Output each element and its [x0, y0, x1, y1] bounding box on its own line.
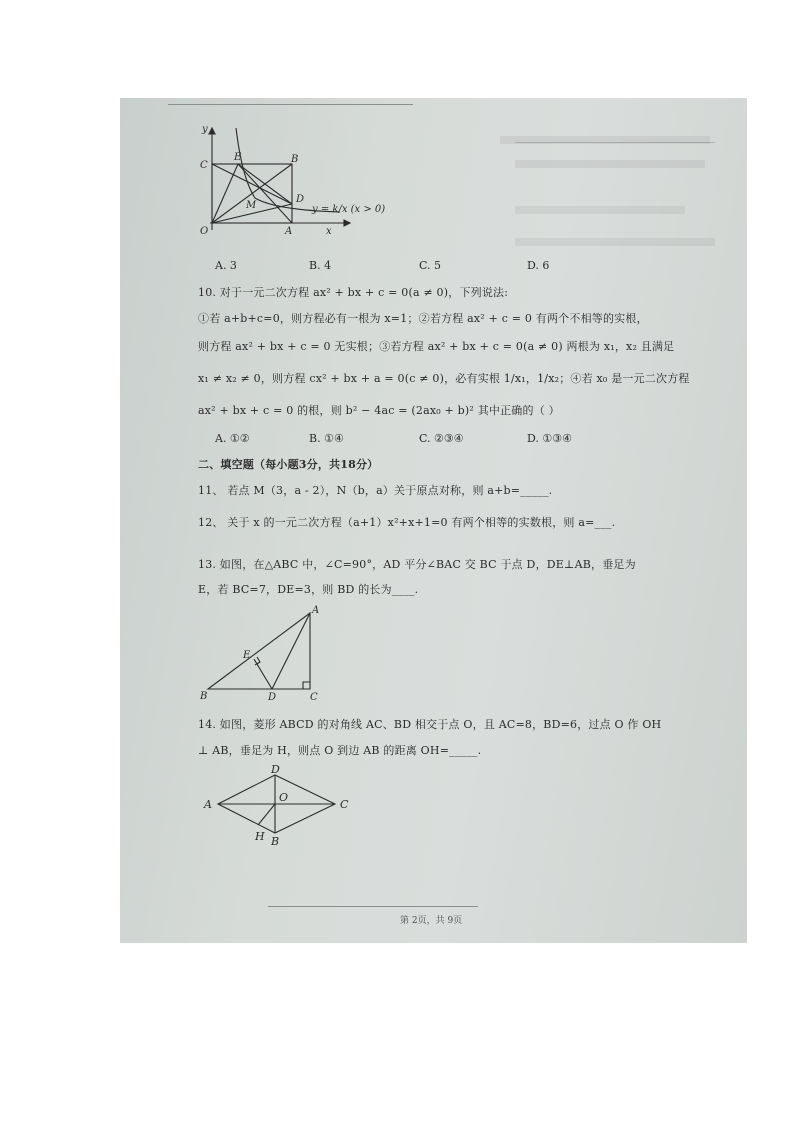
- q9-curve-label: y = k/x (x > 0): [312, 204, 386, 215]
- q9-label-y: y: [202, 124, 208, 135]
- q9-label-a: A: [285, 226, 293, 237]
- q9-label-e: E: [234, 152, 242, 163]
- q13-line2: E，若 BC=7，DE=3，则 BD 的长为____.: [198, 583, 419, 596]
- q14-label-d: D: [271, 763, 280, 776]
- q9-label-x: x: [326, 226, 332, 237]
- q14-label-o: O: [279, 791, 289, 804]
- q9-label-d: D: [296, 194, 305, 205]
- bleed-through-mark: [515, 160, 705, 168]
- bleed-through-mark: [515, 238, 715, 246]
- q13-triangle-figure: [200, 603, 330, 703]
- q13-label-d: D: [268, 692, 277, 703]
- bleed-through-mark: [500, 136, 710, 144]
- q9-label-o: O: [200, 226, 209, 237]
- q9-label-c: C: [200, 160, 208, 171]
- q14-rhombus-figure: [200, 763, 360, 853]
- q12-text: 12、 关于 x 的一元二次方程（a+1）x²+x+1=0 有两个相等的实数根，则 a=___.: [198, 516, 616, 529]
- q9-label-m: M: [246, 200, 257, 211]
- q9-coordinate-figure: [190, 118, 490, 258]
- q10-line1: ①若 a+b+c=0，则方程必有一根为 x=1；②若方程 ax² + c = 0 有两个不相等的实根，: [198, 312, 648, 325]
- footer-rule: [268, 906, 478, 907]
- q9-option-a: A. 3: [215, 259, 237, 272]
- q9-option-b: B. 4: [309, 259, 332, 272]
- page-footer: 第 2页，共 9页: [400, 916, 463, 926]
- scanned-exam-page: [120, 98, 747, 943]
- q13-label-e: E: [243, 650, 251, 661]
- q13-label-c: C: [310, 692, 318, 703]
- q14-label-c: C: [340, 798, 349, 811]
- q14-label-h: H: [255, 830, 265, 843]
- top-rule: [168, 104, 413, 105]
- q10-stem: 10. 对于一元二次方程 ax² + bx + c = 0(a ≠ 0)，下列说法:: [198, 286, 509, 299]
- q10-option-a: A. ①②: [215, 432, 250, 445]
- section-heading: 二、填空题（每小题3分，共18分）: [198, 458, 379, 471]
- q10-option-b: B. ①④: [309, 432, 344, 445]
- q9-option-d: D. 6: [527, 259, 550, 272]
- q14-line1: 14. 如图，菱形 ABCD 的对角线 AC、BD 相交于点 O，且 AC=8，BD=6，过点 O 作 OH: [198, 718, 662, 731]
- q14-label-a: A: [204, 798, 212, 811]
- bleed-through-mark: [515, 206, 685, 214]
- q11-text: 11、 若点 M（3，a - 2），N（b，a）关于原点对称，则 a+b=_____.: [198, 484, 553, 497]
- q9-label-b: B: [291, 154, 299, 165]
- q10-line3: x₁ ≠ x₂ ≠ 0，则方程 cx² + bx + a = 0(c ≠ 0)，必有实根 1/x₁，1/x₂；④若 x₀ 是一元二次方程: [198, 372, 690, 385]
- q13-label-a: A: [312, 605, 320, 616]
- q10-line2: 则方程 ax² + bx + c = 0 无实根；③若方程 ax² + bx + c = 0(a ≠ 0) 两根为 x₁，x₂ 且满足: [198, 340, 675, 353]
- q10-option-c: C. ②③④: [419, 432, 464, 445]
- q13-line1: 13. 如图，在△ABC 中，∠C=90°，AD 平分∠BAC 交 BC 于点 D，DE⊥AB，垂足为: [198, 558, 636, 571]
- q14-line2: ⊥ AB，垂足为 H，则点 O 到边 AB 的距离 OH=_____.: [198, 744, 482, 757]
- q14-label-b: B: [271, 835, 280, 848]
- q13-label-b: B: [200, 691, 208, 702]
- q10-option-d: D. ①③④: [527, 432, 573, 445]
- q10-line4: ax² + bx + c = 0 的根，则 b² − 4ac = (2ax₀ + b)² 其中正确的（ ）: [198, 404, 560, 417]
- q9-option-c: C. 5: [419, 259, 442, 272]
